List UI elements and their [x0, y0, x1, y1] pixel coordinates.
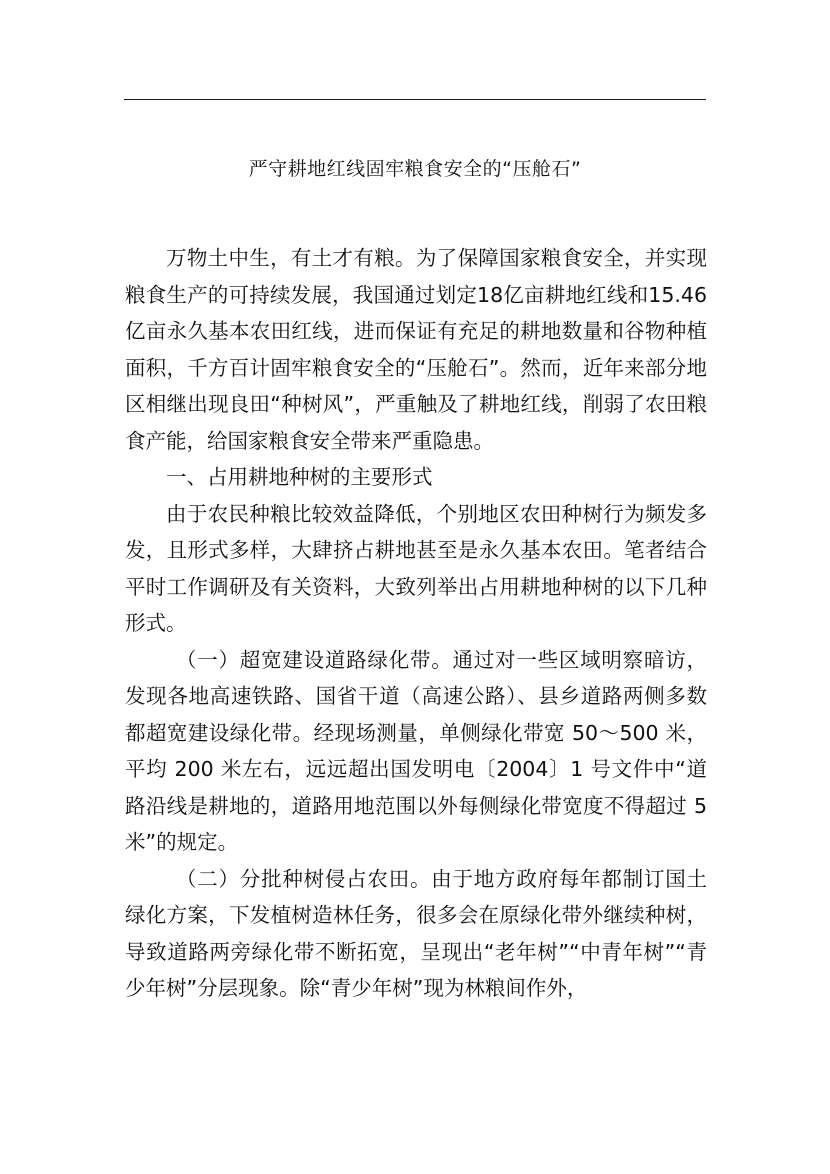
section-1-paragraph: 由于农民种粮比较效益降低，个别地区农田种树行为频发多发，且形式多样，大肆挤占耕地甚至是永久基本农田。笔者结合平时工作调研及有关资料，大致列举出占用耕地种树的以下几种形式。	[125, 501, 707, 635]
subsection-2-paragraph: （二）分批种树侵占农田。由于地方政府每年都制订国土绿化方案，下发植树造林任务，很多会在原绿化带外继续种树，导致道路两旁绿化带不断拓宽，呈现出“老年树”“中青年树”“青少年树”分层现象。除“青少年树”现为林粮间作外，	[125, 866, 707, 1000]
subsection-1-paragraph: （一）超宽建设道路绿化带。通过对一些区域明察暗访，发现各地高速铁路、国省干道（高速公路）、县乡道路两侧多数都超宽建设绿化带。经现场测量，单侧绿化带宽 50～500 米，平均 200 米左右，远远超出国发明电〔2004〕1 号文件中“道路沿线是耕地的，道路用地范围以外每侧绿化带宽度不得超过 5 米”的规定。	[125, 647, 707, 854]
document-title: 严守耕地红线固牢粮食安全的“压舱石”	[248, 158, 582, 180]
header-rule	[124, 99, 706, 100]
intro-paragraph: 万物土中生，有土才有粮。为了保障国家粮食安全，并实现粮食生产的可持续发展，我国通过划定18亿亩耕地红线和15.46亿亩永久基本农田红线，进而保证有充足的耕地数量和谷物种植面积，千方百计固牢粮食安全的“压舱石”。然而，近年来部分地区相继出现良田“种树风”，严重触及了耕地红线，削弱了农田粮食产能，给国家粮食安全带来严重隐患。	[125, 246, 707, 453]
section-heading-1: 一、占用耕地种树的主要形式	[166, 465, 433, 489]
document-body	[125, 240, 707, 1007]
